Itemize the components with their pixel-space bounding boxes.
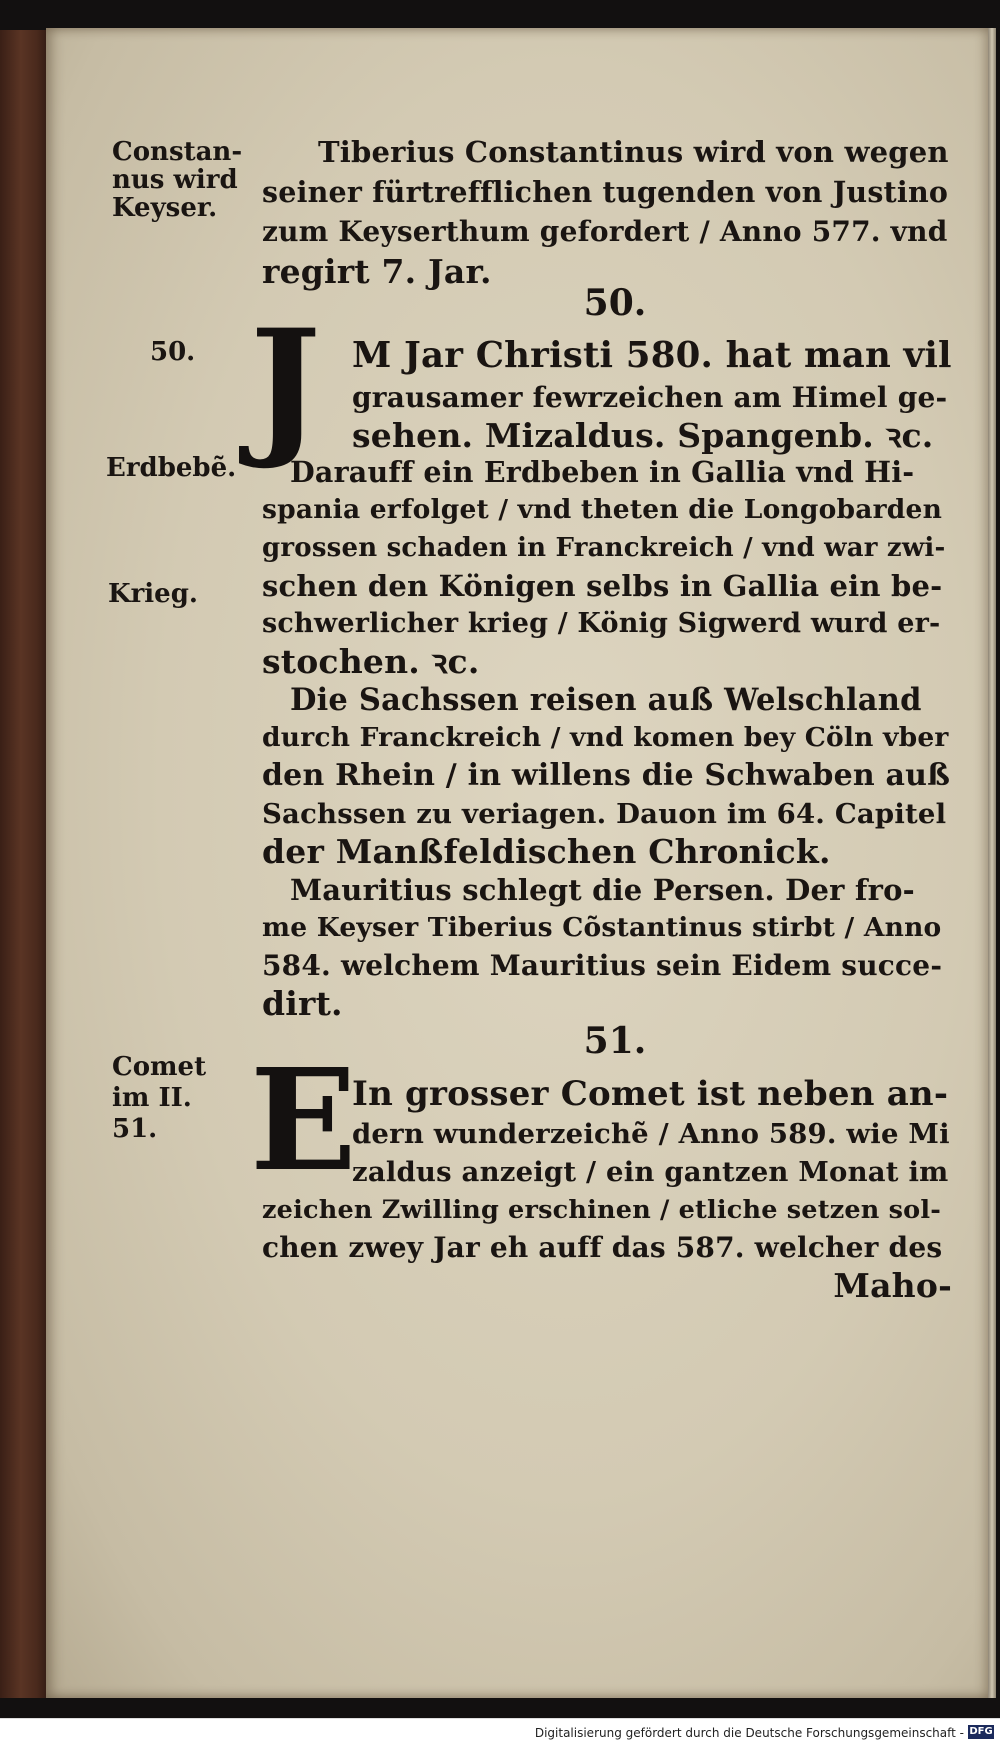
text-line: dern wunderzeichẽ / Anno 589. wie Mi <box>352 1118 950 1150</box>
margin-note-constantinus: Constan- nus wird Keyser. <box>112 137 243 223</box>
drop-capital-e: E <box>250 1039 357 1203</box>
margin-note-erdbeben: Erdbebẽ. <box>106 453 237 483</box>
page-edge <box>988 28 996 1698</box>
text-line: Darauff ein Erdbeben in Gallia vnd Hi- <box>290 455 915 489</box>
margin-note-comet: Comet im II. 51. <box>112 1052 207 1144</box>
text-line: Tiberius Constantinus wird von wegen <box>318 135 949 169</box>
text-line: 584. welchem Mauritius sein Eidem succe- <box>262 949 943 982</box>
text-line: stochen. ꝛc. <box>262 642 480 681</box>
footer-bar <box>0 1718 1000 1748</box>
text-line: dirt. <box>262 984 343 1023</box>
text-line: durch Franckreich / vnd komen bey Cöln vber <box>262 722 949 753</box>
catchword: Maho- <box>833 1266 952 1305</box>
margin-note-50: 50. <box>150 337 196 367</box>
text-line: Mauritius schlegt die Persen. Der fro- <box>290 873 915 907</box>
text-line: seiner fürtrefflichen tugenden von Justino <box>262 175 949 209</box>
text-line: schen den Königen selbs in Gallia ein be- <box>262 569 943 603</box>
drop-capital-j: J <box>250 297 321 473</box>
text-line: zum Keyserthum gefordert / Anno 577. vnd <box>262 215 948 248</box>
section-number-50: 50. <box>583 282 647 324</box>
text-line: Sachssen zu veriagen. Dauon im 64. Capitel <box>262 798 947 830</box>
text-line: zaldus anzeigt / ein gantzen Monat im <box>352 1156 949 1188</box>
book-spine <box>0 30 52 1698</box>
footer-credit: Digitalisierung gefördert durch die Deutsche Forschungsgemeinschaft - <box>534 1726 964 1740</box>
text-line: In grosser Comet ist neben an- <box>352 1074 949 1114</box>
text-line: zeichen Zwilling erschinen / etliche setzen sol- <box>262 1195 942 1225</box>
section-number-51: 51. <box>583 1020 647 1062</box>
text-line: sehen. Mizaldus. Spangenb. ꝛc. <box>352 416 934 455</box>
text-line: den Rhein / in willens die Schwaben auß <box>262 758 951 793</box>
text-line: M Jar Christi 580. hat man vil <box>352 335 952 376</box>
text-line: spania erfolget / vnd theten die Longobarden <box>262 494 943 525</box>
text-line: grossen schaden in Franckreich / vnd war zwi- <box>262 533 946 563</box>
text-line: me Keyser Tiberius Cõstantinus stirbt / Anno <box>262 912 942 943</box>
text-line: grausamer fewrzeichen am Himel ge- <box>352 381 948 414</box>
text-line: der Manßfeldischen Chronick. <box>262 832 831 871</box>
text-line: schwerlicher krieg / König Sigwerd wurd er- <box>262 608 941 639</box>
text-line: chen zwey Jar eh auff das 587. welcher des <box>262 1231 943 1264</box>
text-line: regirt 7. Jar. <box>262 252 492 291</box>
margin-note-krieg: Krieg. <box>108 579 198 609</box>
text-line: Die Sachssen reisen auß Welschland <box>290 682 922 718</box>
dfg-logo-icon: DFG <box>969 1726 993 1737</box>
